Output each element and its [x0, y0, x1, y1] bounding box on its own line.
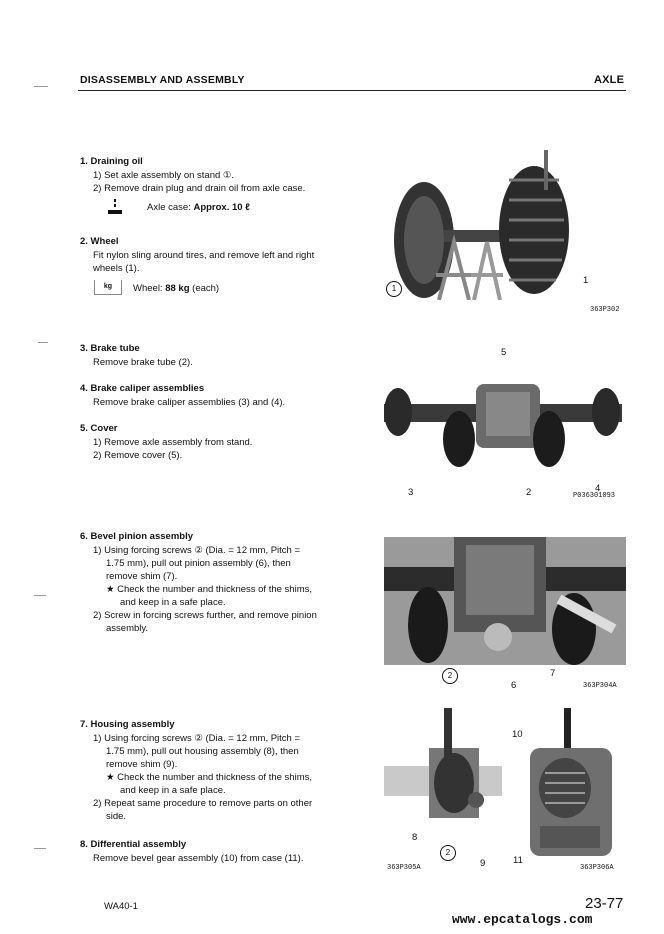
figure-caption: 363P304A	[583, 682, 617, 690]
body-line: Remove brake caliper assemblies (3) and (4).	[93, 397, 286, 408]
callout-label: 6	[511, 680, 517, 691]
figure-housing	[384, 708, 502, 858]
spec-value: Approx. 10 ℓ	[193, 202, 250, 213]
body-line: 1) Remove axle assembly from stand.	[93, 437, 253, 448]
section-title: 6. Bevel pinion assembly	[80, 531, 193, 542]
body-line: 1) Using forcing screws ② (Dia. = 12 mm, Pitch =	[93, 733, 301, 744]
figure-caption: 363P302	[590, 306, 620, 314]
callout-label: 9	[480, 858, 486, 869]
callout-label: 4	[595, 483, 601, 494]
margin-mark	[34, 595, 46, 596]
section-header: DISASSEMBLY AND ASSEMBLY	[80, 74, 245, 86]
margin-mark	[38, 342, 48, 343]
margin-mark	[34, 86, 48, 87]
figure-bevel-pinion	[384, 537, 626, 665]
section-body	[93, 732, 338, 823]
figure-differential	[520, 708, 622, 858]
figure-caption: 363P305A	[387, 864, 421, 872]
margin-mark	[34, 848, 46, 849]
footer-model: WA40-1	[104, 901, 138, 912]
footer-url[interactable]: www.epcatalogs.com	[452, 912, 593, 927]
callout-label: 2	[526, 487, 532, 498]
section-title: 2. Wheel	[80, 236, 119, 247]
spec-value: 88 kg	[165, 283, 190, 294]
body-line: 2) Repeat same procedure to remove parts on other	[93, 798, 313, 809]
spec-label: Axle case:	[147, 202, 191, 213]
oil-drain-icon	[106, 199, 124, 215]
weight-kg-icon: kg	[94, 280, 122, 295]
callout-2: 2	[442, 668, 458, 684]
spec-label: Wheel:	[133, 283, 163, 294]
body-line: remove shim (7).	[106, 571, 178, 582]
section-title: 7. Housing assembly	[80, 719, 175, 730]
body-line: side.	[106, 811, 127, 822]
figure-caption: P036301093	[573, 492, 616, 500]
body-line: Remove brake tube (2).	[93, 357, 193, 368]
figure-caption: 363P306A	[580, 864, 614, 872]
section-title: 3. Brake tube	[80, 343, 140, 354]
spec-suffix: (each)	[192, 283, 220, 294]
body-line: 1.75 mm), pull out pinion assembly (6), then	[106, 558, 291, 569]
body-line: 1) Set axle assembly on stand ①.	[93, 170, 235, 181]
callout-label: 10	[512, 729, 523, 740]
note-line: and keep in a safe place.	[120, 597, 226, 608]
note-line: ★ Check the number and thickness of the shims,	[106, 772, 313, 783]
body-line: 2) Remove cover (5).	[93, 450, 183, 461]
spec-line	[147, 201, 250, 214]
section-body	[93, 544, 338, 635]
body-line: assembly.	[106, 623, 149, 634]
body-line: Fit nylon sling around tires, and remove left and right	[93, 250, 315, 261]
chapter-header: AXLE	[594, 74, 625, 86]
body-line: wheels (1).	[93, 263, 140, 274]
callout-label: 1	[583, 275, 589, 286]
section-title: 8. Differential assembly	[80, 839, 187, 850]
section-body	[93, 436, 252, 462]
section-title: 1. Draining oil	[80, 156, 143, 167]
body-line: 2) Screw in forcing screws further, and remove pinion	[93, 610, 317, 621]
page-number: 23-77	[585, 895, 624, 912]
section-title: 5. Cover	[80, 423, 118, 434]
callout-label: 3	[408, 487, 414, 498]
body-line: remove shim (9).	[106, 759, 178, 770]
callout-label: 8	[412, 832, 418, 843]
section-body	[93, 169, 353, 195]
header-rule	[78, 90, 626, 91]
callout-label: 5	[501, 347, 507, 358]
section-body	[93, 249, 343, 275]
callout-2: 2	[440, 845, 456, 861]
callout-1: 1	[386, 281, 402, 297]
note-line: ★ Check the number and thickness of the shims,	[106, 584, 313, 595]
body-line: 1.75 mm), pull out housing assembly (8), then	[106, 746, 299, 757]
section-title: 4. Brake caliper assemblies	[80, 383, 205, 394]
body-line: 2) Remove drain plug and drain oil from axle case.	[93, 183, 306, 194]
spec-line	[133, 282, 219, 295]
callout-label: 7	[550, 668, 556, 679]
callout-label: 11	[513, 855, 523, 866]
figure-axle-assembly	[384, 374, 622, 470]
note-line: and keep in a safe place.	[120, 785, 226, 796]
figure-axle-on-stand	[384, 150, 614, 300]
body-line: 1) Using forcing screws ② (Dia. = 12 mm, Pitch =	[93, 545, 301, 556]
body-line: Remove bevel gear assembly (10) from case (11).	[93, 853, 304, 864]
